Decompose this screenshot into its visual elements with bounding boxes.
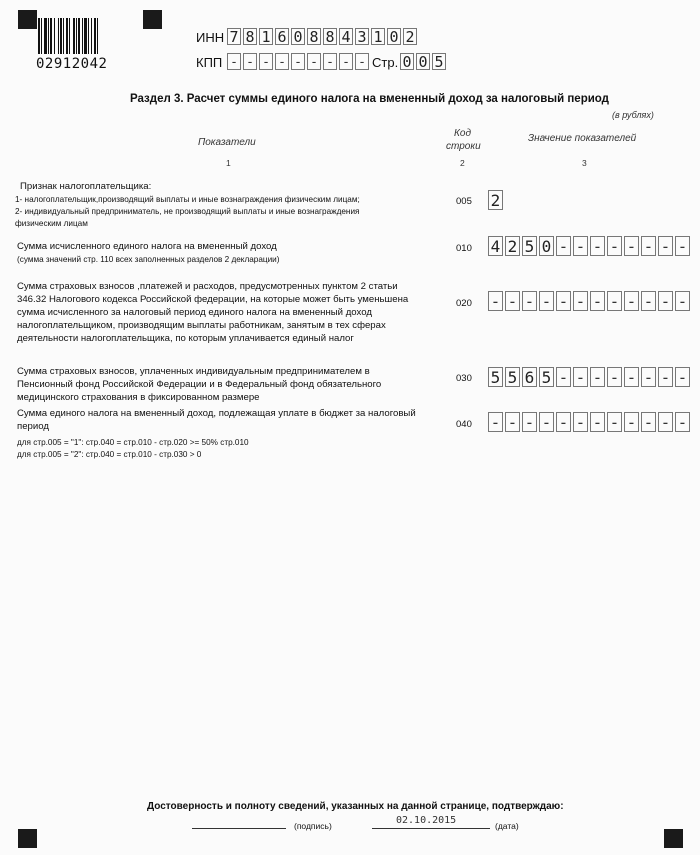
row-030-line-3: медицинского страхования в фиксированном размере — [17, 392, 260, 403]
barcode-bar — [98, 18, 99, 54]
column-number-1: 1 — [226, 158, 231, 168]
row-040-line-1: Сумма единого налога на вмененный доход, подлежащая уплате в бюджет за налоговый — [17, 408, 416, 419]
column-header-code-line1: Код — [454, 128, 471, 139]
row-010-cell: - — [658, 236, 673, 256]
row-005-note-3: физическим лицам — [15, 219, 88, 228]
confirmation-text: Достоверность и полноту сведений, указанных на данной странице, подтверждаю: — [147, 801, 564, 812]
row-040-cell: - — [488, 412, 503, 432]
inn-cell: 8 — [323, 28, 337, 45]
row-020-cell: - — [641, 291, 656, 311]
barcode — [38, 18, 134, 54]
row-030-cell: - — [556, 367, 571, 387]
row-005-note-1: 1- налогоплательщик,производящий выплаты и иные вознаграждения физическим лицам; — [15, 195, 360, 204]
row-020-line-2: 346.32 Налогового кодекса Российской федерации, на которые может быть уменьшена — [17, 294, 409, 305]
row-040-cell: - — [641, 412, 656, 432]
row-040-cell: - — [590, 412, 605, 432]
row-030-cell: - — [675, 367, 690, 387]
row-040-line-2: период — [17, 421, 49, 432]
column-header-code-line2: строки — [446, 141, 481, 152]
column-number-3: 3 — [582, 158, 587, 168]
kpp-cell: - — [243, 53, 257, 70]
row-020-cell: - — [607, 291, 622, 311]
kpp-cell: - — [227, 53, 241, 70]
date-label: (дата) — [495, 821, 519, 831]
kpp-cell: - — [291, 53, 305, 70]
row-020-value — [488, 291, 692, 311]
row-005-code: 005 — [456, 196, 472, 207]
row-030-cell: - — [624, 367, 639, 387]
row-030-cell: 6 — [522, 367, 537, 387]
row-010-cell: 2 — [505, 236, 520, 256]
kpp-label: КПП — [196, 55, 223, 70]
row-010-cell: - — [556, 236, 571, 256]
row-040-value — [488, 412, 692, 432]
date-line — [372, 828, 490, 829]
corner-marker-bottom-left — [18, 829, 37, 848]
kpp-cell: - — [355, 53, 369, 70]
corner-marker-top-left — [18, 10, 37, 29]
row-010-cell: - — [675, 236, 690, 256]
units-note: (в рублях) — [612, 110, 654, 120]
row-040-cell: - — [607, 412, 622, 432]
row-020-cell: - — [522, 291, 537, 311]
barcode-number: 02912042 — [36, 56, 108, 72]
inn-cell: 0 — [291, 28, 305, 45]
column-header-values: Значение показателей — [528, 133, 637, 144]
row-030-cell: - — [658, 367, 673, 387]
row-020-cell: - — [539, 291, 554, 311]
row-030-code: 030 — [456, 373, 472, 384]
inn-cell: 8 — [243, 28, 257, 45]
row-040-cell: - — [573, 412, 588, 432]
row-020-cell: - — [556, 291, 571, 311]
section-title: Раздел 3. Расчет суммы единого налога на вмененный доход за налоговый период — [130, 93, 609, 105]
kpp-cell: - — [307, 53, 321, 70]
row-020-cell: - — [505, 291, 520, 311]
row-040-cell: - — [624, 412, 639, 432]
row-020-cell: - — [590, 291, 605, 311]
inn-cell: 4 — [339, 28, 353, 45]
date-value: 02.10.2015 — [396, 815, 457, 826]
row-040-formula-2: для стр.005 = "2": стр.040 = стр.010 - стр.030 > 0 — [17, 450, 202, 459]
row-040-cell: - — [522, 412, 537, 432]
kpp-cell: - — [259, 53, 273, 70]
row-040-cell: - — [675, 412, 690, 432]
row-020-line-5: деятельности налогоплательщика, по которым уплачивается единый налог — [17, 333, 354, 344]
signature-label: (подпись) — [294, 821, 332, 831]
row-030-line-2: Пенсионный фонд Российской Федерации и в Федеральный фонд обязательного — [17, 379, 382, 390]
kpp-cell: - — [339, 53, 353, 70]
row-040-cell: - — [539, 412, 554, 432]
row-005-value — [488, 190, 505, 210]
kpp-cell: - — [323, 53, 337, 70]
row-005-label: Признак налогоплательщика: — [20, 181, 152, 192]
row-030-cell: 5 — [488, 367, 503, 387]
row-010-label: Сумма исчисленного единого налога на вмененный доход — [17, 241, 277, 252]
signature-line — [192, 828, 286, 829]
row-040-formula-1: для стр.005 = "1": стр.040 = стр.010 - стр.020 >= 50% стр.010 — [17, 438, 249, 447]
row-020-cell: - — [675, 291, 690, 311]
page-number-cell: 0 — [416, 53, 430, 70]
inn-cell: 7 — [227, 28, 241, 45]
row-010-cell: - — [641, 236, 656, 256]
row-030-cell: - — [641, 367, 656, 387]
kpp-cell: - — [275, 53, 289, 70]
row-020-line-3: сумма исчисленного за налоговый период единого налога на вмененный доход — [17, 307, 372, 318]
kpp-field — [227, 53, 371, 70]
row-030-cell: - — [590, 367, 605, 387]
row-020-cell: - — [624, 291, 639, 311]
inn-cell: 2 — [403, 28, 417, 45]
row-040-code: 040 — [456, 419, 472, 430]
row-030-cell: - — [607, 367, 622, 387]
inn-cell: 1 — [371, 28, 385, 45]
row-040-cell: - — [505, 412, 520, 432]
row-040-cell: - — [556, 412, 571, 432]
page-number-cell: 5 — [432, 53, 446, 70]
row-010-cell: 0 — [539, 236, 554, 256]
row-005-cell: 2 — [488, 190, 503, 210]
row-010-cell: 4 — [488, 236, 503, 256]
inn-cell: 6 — [275, 28, 289, 45]
row-020-cell: - — [658, 291, 673, 311]
corner-marker-bottom-right — [664, 829, 683, 848]
inn-cell: 0 — [387, 28, 401, 45]
row-010-code: 010 — [456, 243, 472, 254]
row-020-line-4: налогоплательщиком, производящим выплаты работникам, занятым в тех сферах — [17, 320, 386, 331]
row-010-cell: - — [573, 236, 588, 256]
column-number-2: 2 — [460, 158, 465, 168]
inn-cell: 1 — [259, 28, 273, 45]
row-010-cell: 5 — [522, 236, 537, 256]
row-010-note: (сумма значений стр. 110 всех заполненных разделов 2 декларации) — [17, 255, 280, 264]
row-030-cell: 5 — [539, 367, 554, 387]
row-010-value — [488, 236, 692, 256]
inn-field — [227, 28, 419, 45]
row-030-line-1: Сумма страховых взносов, уплаченных индивидуальным предпринимателем в — [17, 366, 370, 377]
inn-cell: 8 — [307, 28, 321, 45]
column-header-indicators: Показатели — [198, 137, 256, 148]
row-030-value — [488, 367, 692, 387]
page-label: Стр. — [372, 55, 399, 70]
page-number-field — [400, 53, 448, 70]
row-040-cell: - — [658, 412, 673, 432]
row-020-cell: - — [488, 291, 503, 311]
corner-marker-top-right — [143, 10, 162, 29]
row-020-code: 020 — [456, 298, 472, 309]
row-010-cell: - — [590, 236, 605, 256]
page-number-cell: 0 — [400, 53, 414, 70]
inn-cell: 3 — [355, 28, 369, 45]
inn-label: ИНН — [196, 30, 225, 45]
row-020-line-1: Сумма страховых взносов ,платежей и расходов, предусмотренных пунктом 2 статьи — [17, 281, 398, 292]
row-030-cell: - — [573, 367, 588, 387]
row-020-cell: - — [573, 291, 588, 311]
row-030-cell: 5 — [505, 367, 520, 387]
row-005-note-2: 2- индивидуальный предприниматель, не производящий выплаты и иные вознаграждения — [15, 207, 360, 216]
row-010-cell: - — [607, 236, 622, 256]
row-010-cell: - — [624, 236, 639, 256]
